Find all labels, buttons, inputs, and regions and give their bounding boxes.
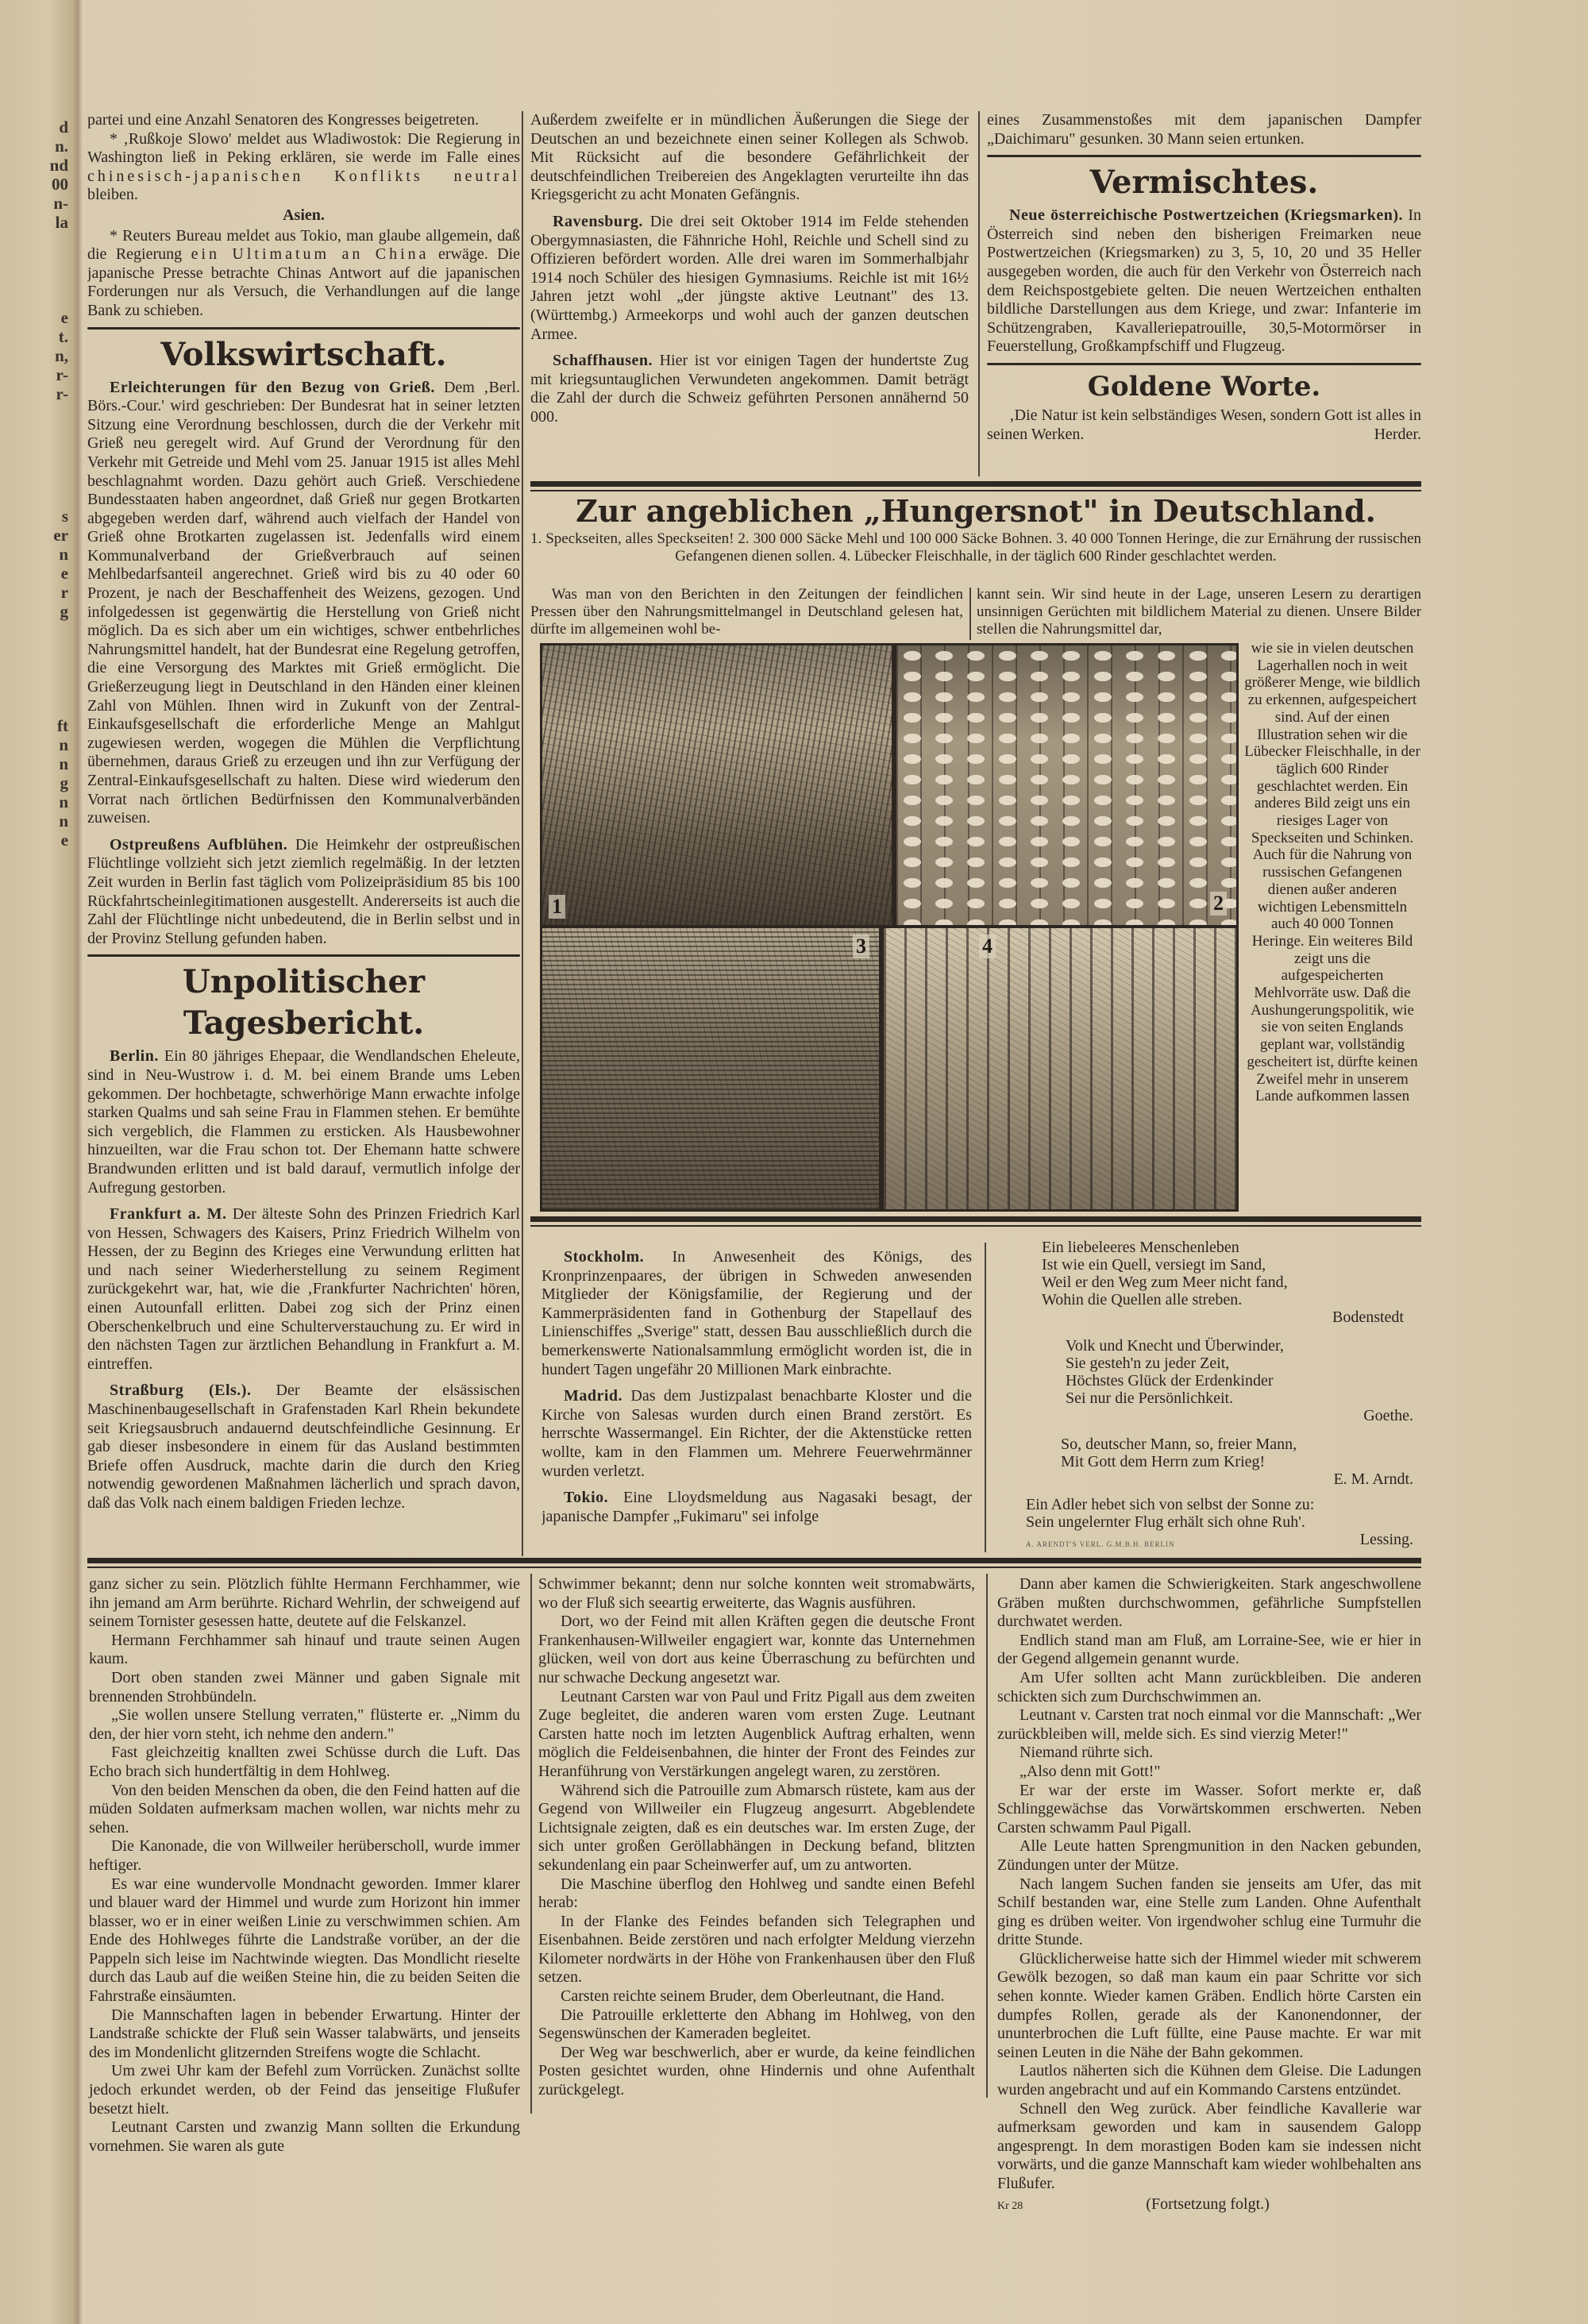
margin-fragment: 00 xyxy=(52,175,68,194)
serial-column-3 xyxy=(997,1575,1421,2215)
article-lead: Madrid. xyxy=(564,1387,623,1405)
paragraph: Schwimmer bekannt; denn nur solche konnten weit stromabwärts, wo der Fluß sich seeartig erweiterte, das Wagnis ausführen. xyxy=(538,1575,975,1612)
section-double-rule xyxy=(87,1558,1421,1563)
article-text: Die drei seit Oktober 1914 im Felde stehenden Obergymnasiasten, die Fähnriche Hohl, Reichle und Schell sind zu Offizieren befördert worden. Alle drei waren im Sommerhalbjahr 1914 noch Schüler des hiesigen Gymnasiums. Reichle ist mit 16½ Jahren jetzt wohl „der jüngste aktive Leutnant" des 13. (Württembg.) Armeekorps und wohl auch der ganzen deutschen Armee. xyxy=(530,212,969,343)
margin-fragment: n xyxy=(59,754,68,773)
poem-arndt xyxy=(1032,1436,1413,1488)
paragraph: Von den beiden Menschen da oben, die den Feind hatten auf die müden Soldaten aufmerksam machen wollen, war nichts mehr zu sehen. xyxy=(89,1781,520,1836)
margin-fragment: n, xyxy=(55,346,68,365)
paragraph-russkoje-slowo xyxy=(87,130,520,205)
poem-author: Bodenstedt xyxy=(1332,1308,1404,1326)
margin-fragment: g xyxy=(60,602,68,621)
article-text: Das dem Justizpalast benachbarte Kloster und die Kirche von Salesas wurden durch einen Brand zerstört. Es herrschte Wassermangel. Ein Richter, der die Aktenstücke retten wollte, kam in den Flammen um. Mehrere Feuerwehrmänner wurden verletzt. xyxy=(542,1387,972,1480)
section-heading-tagesbericht: Unpolitischer Tagesbericht. xyxy=(182,963,426,1043)
poem-bodenstedt xyxy=(1032,1239,1413,1326)
article-stockholm xyxy=(542,1248,972,1379)
paragraph: Außerdem zweifelte er in mündlichen Äußerungen die Siege der Deutschen an und bezeichnete einen seiner Kollegen als Schwob. Mit Rücksicht auf die besondere Gefährlichkeit der deutschfeindlichen Treibereien des Angeklagten verurteilte ihn das Kriegsgericht zu acht Monaten Gefängnis. xyxy=(530,111,969,204)
section-heading-volkswirtschaft: Volkswirtschaft. xyxy=(160,335,447,373)
margin-fragment: r xyxy=(60,583,68,602)
article-lead: Schaffhausen. xyxy=(553,352,653,370)
article-lead: Erleichterungen für den Bezug von Grieß. xyxy=(110,378,435,396)
paragraph-reuters xyxy=(87,227,520,321)
paragraph: Schnell den Weg zurück. Aber feindliche Kavallerie war aufmerksam geworden und kam in sausendem Galopp angesprengt. In dem morastigen Boden kam sie indessen nicht vorwärts, und die ganze Mannschaft kam wieder wohlbehalten ans Flußufer. xyxy=(997,2099,1421,2192)
text: erwäge. Die japanische Presse betrachte Chinas Antwort auf die japanischen Forderungen nur als Versuch, die Verhandlungen auf die lange Bank zu schieben. xyxy=(87,245,520,319)
article-postwertzeichen xyxy=(987,206,1421,357)
text: * Reuters Bureau meldet aus Tokio, man glaube allgemein, daß die Regierung xyxy=(87,226,520,264)
section-heading-vermischtes: Vermischtes. xyxy=(1089,164,1319,202)
section-divider xyxy=(987,363,1421,365)
paragraph: Nach langem Suchen fanden sie jenseits am Ufer, das mit Schilf bestanden war, eine Stelle zum Landen. Ohne Aufenthalt ging es drüben weiter. Von irgendwoher schlug eine Turmuhr die dritte Stunde. xyxy=(997,1875,1421,1949)
poem-line: Sie gesteh'n zu jeder Zeit, xyxy=(1066,1355,1230,1372)
paragraph: Während sich die Patrouille zum Abmarsch rüstete, kam aus der Gegend von Willweiler ein Flugzeug angesurrt. Abgeblendete Lichtsignale zeigten, daß es ein deutsches war. Im ersten Zuge, der sich unter großen Geröllabhängen in Deckung befand, blitzten sekundenlang ein paar Scheinwerfer auf, um zu antworten. xyxy=(538,1781,975,1874)
margin-fragment: s xyxy=(61,507,68,526)
article-lead: Berlin. xyxy=(110,1047,159,1066)
margin-fragment: r- xyxy=(56,384,68,403)
column-divider xyxy=(522,111,523,1556)
article-lead: Stockholm. xyxy=(564,1248,645,1266)
paragraph: Die Mannschaften lagen in bebender Erwartung. Hinter der Landstraße schickte der Fluß sein Wasser talabwärts, und jenseits des im Mondenlicht glitzernden Streifens wogte die Schlacht. xyxy=(89,2006,520,2061)
margin-fragment: d xyxy=(59,118,68,137)
paragraph: Glücklicherweise hatte sich der Himmel wieder mit schwerem Gewölk bezogen, so daß man kaum ein paar Schritte vor sich sehen konnte. Wieder kamen Gräben. Endlich hörte Carsten ein dumpfes Rollen, gerade als der Kanonendonner, der ununterbrochen die Luft füllte, eine Pause machte. Er war mit seinen Leuten in die Nähe der Bahn gekommen. xyxy=(997,1949,1421,2061)
image-number: 1 xyxy=(549,895,565,919)
section-divider xyxy=(987,155,1421,157)
paragraph: Es war eine wundervolle Mondnacht geworden. Immer klarer und blauer ward der Himmel und wurde zum Horizont hin immer blasser, wo er in einer weißen Linie zu verschwimmen schien. Am Ende des Hohlweges führte die Landstraße vorüber, an der die Pappeln sich leise im Nachtwinde wiegten. Das Mondlicht rieselte durch das Laub auf die weißen Steine hin, die zu beiden Seiten die Fahrstraße einsäumten. xyxy=(89,1875,520,2006)
paragraph: Was man von den Berichten in den Zeitungen der feindlichen Pressen über den Nahrungsmittelmangel in Deutschland gelesen hat, dürfte im allgemeinen wohl be- xyxy=(530,586,963,638)
column-divider xyxy=(530,1574,532,2114)
poem-goethe xyxy=(1032,1337,1413,1424)
poem-line: So, deutscher Mann, so, freier Mann, xyxy=(1061,1436,1297,1453)
paragraph: Die Maschine überflog den Hohlweg und sandte einen Befehl herab: xyxy=(538,1875,975,1912)
column-2-top xyxy=(530,111,969,476)
paragraph: partei und eine Anzahl Senatoren des Kongresses beigetreten. xyxy=(87,111,480,129)
poem-author: Lessing. xyxy=(1359,1531,1413,1548)
poem-author: Goethe. xyxy=(1363,1407,1413,1424)
illustration-fleischhalle xyxy=(881,926,1239,1212)
article-lead: Tokio. xyxy=(564,1489,609,1507)
margin-fragment: n xyxy=(59,811,68,831)
illustration-mehlsaecke xyxy=(894,643,1239,927)
paragraph: Alle Leute hatten Sprengmunition in den Nacken gebunden, Zündungen unter der Mütze. xyxy=(997,1837,1421,1874)
article-madrid xyxy=(542,1387,972,1481)
article-text: Dem ‚Berl. Börs.-Cour.' wird geschrieben: Der Bundesrat hat in seiner letzten Sitzung eine Verordnung beschlossen, durch die der Verkehr mit Grieß neu geregelt wird. Auf Grund der Verordnung für den Verkehr mit Getreide und Mehl vom 25. Januar 1915 ist alles Mehl beschlagnahmt worden. Dazu gehört auch Grieß. Verschiedene Bundesstaaten haben angeordnet, daß Grieß nur gegen Brotkarten abgegeben werden darf, während auch vielfach der Handel von Grieß ohne Brotkarten zugelassen ist. Jedenfalls wird einem Kommunalverband der Grießverbrauch auf seinen Mehlbedarfsanteil angerechnet. Grieß wird bis zu 40 oder 60 Prozent, je nach der Beschaffenheit des Weizens, gezogen. Und infolgedessen ist gegenwärtig die Herstellung von Grieß nicht möglich. Da es sich aber um ein wichtiges, schwer entbehrliches Nahrungsmittel handelt, hat der Bundesrat eine Regelung getroffen, die eine Versorgung des Marktes mit Grieß ermöglicht. Die Grießerzeugung liegt in Deutschland in den Händen einer kleinen Zahl von Mühlen. Ihnen wird in Zukunft von der Zentral-Einkaufsgesellschaft die erforderliche Menge an Mahlgut zugewiesen werden, wogegen die Mühlen die Verpflichtung übernehmen, daraus Grieß zu erzeugen und ihn zur Verfügung der Zentral-Einkaufsgesellschaft zu halten. Diese wird wiederum den Vorrat nach örtlichen Bedürfnissen den Kommunalverbänden zuweisen. xyxy=(87,378,520,827)
paragraph: Lautlos näherten sich die Kühnen dem Gleise. Die Ladungen wurden angebracht und auf ein Kommando Carstens entzündet. xyxy=(997,2062,1421,2099)
hungersnot-sidebar-text: wie sie in vielen deutschen Lagerhallen noch in weit größerer Menge, wie bildlich zu erkennen, aufgespeichert sind. Auf der einen Illustration sehen wir die Lübecker Fleischhalle, in der täglich 600 Rinder geschlachtet werden. Ein anderes Bild zeigt uns ein riesiges Lager von Speckseiten und Schinken. Auch für die Nahrung von russischen Gefangenen dienen außer anderen wichtigen Lebensmitteln auch 40 000 Tonnen Heringe. Ein weiteres Bild zeigt uns die aufgespeicherten Mehlvorräte usw. Daß die Aushungerungspolitik, wie sie von seiten Englands geplant war, vollständig gescheitert ist, dürfte keinen Zweifel mehr in unserem Lande aufkommen lassen xyxy=(1244,640,1420,1105)
paragraph: eines Zusammenstoßes mit dem japanischen Dampfer „Daichimaru" gesunken. 30 Mann seien ertunken. xyxy=(987,111,1421,148)
paragraph: Er war der erste im Wasser. Sofort merkte er, daß Schlinggewächse das Vorwärtskommen erschwerten. Neben Carsten schwamm Paul Pigall. xyxy=(997,1781,1421,1836)
article-text: In Anwesenheit des Königs, des Kronprinzenpaares, der übrigen in Schweden anwesenden Mitglieder der Königsfamilie, der Regierung und der Kammerpräsidenten fand in Gothenburg der Stapellauf des Linienschiffes „Sverige" statt, dessen Bau ausschließlich durch die bemerkenswerte Nationalsammlung ermöglicht worden ist, die in hundert Tagen ungefähr 20 Millionen Mark einbrachte. xyxy=(542,1248,972,1378)
poem-line: Mit Gott dem Herrn zum Krieg! xyxy=(1061,1453,1266,1470)
paragraph: Fast gleichzeitig knallten zwei Schüsse durch die Luft. Das Echo brach sich hundertfältig in dem Hohlweg. xyxy=(89,1744,520,1780)
paragraph: Hermann Ferchhammer sah hinauf und traute seinen Augen kaum. xyxy=(89,1631,520,1668)
poem-author-row xyxy=(1026,1531,1413,1548)
margin-fragment: n- xyxy=(53,194,68,213)
margin-fragment: r- xyxy=(56,365,68,384)
article-text: Der Beamte der elsässischen Maschinenbaugesellschaft in Grafenstaden Karl Rhein bekundete seit Kriegsausbruch andauernd deutschfeindliche Gesinnung. Er gab dieser insbesondere in einem für das Ausland bestimmten Briefe offen Ausdruck, machte darin die durch den Krieg notwendig gewordenen Maßnahmen lächerlich und sprach davon, daß das Volk nach einem baldigen Frieden lechze. xyxy=(87,1382,520,1512)
column-divider xyxy=(986,1574,988,2098)
section-heading-goldene-worte: Goldene Worte. xyxy=(1087,370,1321,403)
paragraph: Dort oben standen zwei Männer und gaben Signale mit brennenden Strohbündeln. xyxy=(89,1668,520,1705)
quote xyxy=(987,407,1421,444)
margin-fragment: e xyxy=(60,308,68,327)
poem-line: Sein ungelernter Flug erhält sich ohne Ruh'. xyxy=(1026,1513,1305,1531)
serial-mark: Kr 28 xyxy=(997,2199,1023,2212)
article-griess xyxy=(87,379,520,828)
article-tokio xyxy=(542,1489,972,1526)
serial-column-2 xyxy=(538,1575,975,2100)
article-ravensburg xyxy=(530,213,969,344)
margin-fragment: n xyxy=(59,792,68,811)
serial-footer xyxy=(997,2195,1421,2216)
paragraph: kannt sein. Wir sind heute in der Lage, unseren Lesern zu derartigen unsinnigen Gerüchten mit bildlichem Material zu dienen. Unsere Bilder stellen die Nahrungsmittel dar, xyxy=(977,586,1421,638)
paragraph: Endlich stand man am Fluß, am Lorraine-See, wie er hier in der Gegend allgemein genannt wurde. xyxy=(997,1631,1421,1668)
text: bleiben. xyxy=(87,186,138,204)
image-number: 4 xyxy=(979,935,996,958)
column-divider xyxy=(985,1243,986,1552)
margin-fragment: n. xyxy=(55,137,68,156)
article-text: Die Heimkehr der ostpreußischen Flüchtlinge vollzieht sich jetzt ziemlich regelmäßig. In der letzten Zeit wurden in Berlin fast täglich vom Polizeipräsidium 85 bis 100 Rückfahrtscheinlegitimationen ausgestellt. Andererseits ist auch die Zahl der Flüchtlinge nicht unbedeutend, die in Berlin selbst und in der Provinz Stellung gefunden haben. xyxy=(87,835,520,947)
hungersnot-title: Zur angeblichen „Hungersnot" in Deutschland. xyxy=(576,493,1376,529)
quote-author: Herder. xyxy=(1374,425,1421,443)
section-divider xyxy=(87,954,520,957)
paragraph: Am Ufer sollten acht Mann zurückbleiben. Die anderen schickten sich zum Durchschwimmen an. xyxy=(997,1668,1421,1705)
paragraph: „Sie wollen unsere Stellung verraten," flüsterte er. „Nimm du den, der hier vorn steht, ich nehme den andern." xyxy=(89,1706,520,1743)
serial-column-1 xyxy=(89,1575,520,2156)
poem-line: Ist wie ein Quell, versiegt im Sand, xyxy=(1042,1256,1266,1274)
paragraph: „Also denn mit Gott!" xyxy=(1019,1762,1161,1780)
paragraph: Niemand rührte sich. xyxy=(1019,1744,1154,1762)
article-lead: Straßburg (Els.). xyxy=(110,1382,252,1400)
poem-line: Sei nur die Persönlichkeit. xyxy=(1066,1389,1234,1407)
article-text: In Österreich sind neben den bisherigen Freimarken neue Postwertzeichen (Kriegsmarken) zu 3, 5, 10, 20 und 35 Heller ausgegeben worden, die auch für den Verkehr von Österreich nach dem Reichspostgebiete gelten. Die neuen Wertzeichen enthalten bildliche Darstellungen aus dem Kriege, und zwar: Infanterie im Schützengraben, Kavalleriepatrouille, 30,5-Motormörser in Feuerstellung, Großkampfschiff und Flugzeug. xyxy=(987,206,1421,356)
paragraph: Carsten reichte seinem Bruder, dem Oberleutnant, die Hand. xyxy=(561,1987,945,2006)
spaced-text: ein Ultimatum an China xyxy=(191,245,430,264)
article-lead: Ravensburg. xyxy=(553,212,643,230)
column-2-lower xyxy=(542,1248,972,1554)
margin-fragment: n xyxy=(59,545,68,564)
column-divider xyxy=(969,588,971,640)
illustration-heringe xyxy=(540,926,881,1212)
poems-column xyxy=(1026,1239,1413,1553)
poem-lessing xyxy=(1026,1496,1413,1548)
paragraph: Dann aber kamen die Schwierigkeiten. Stark angeschwollene Gräben mußten durchschwommen, gefährliche Sumpfstellen durchwatet werden. xyxy=(997,1575,1421,1631)
paragraph: Der Weg war beschwerlich, aber er wurde, da keine feindlichen Posten gesichtet wurden, ohne Hindernis und ohne Aufenthalt zurückgelegt. xyxy=(538,2043,975,2099)
margin-fragment: n xyxy=(59,735,68,754)
article-lead: Neue österreichische Postwertzeichen (Kriegsmarken). xyxy=(1009,206,1404,225)
paragraph: Leutnant v. Carsten trat noch einmal vor die Mannschaft: „Wer zurückbleiben will, melde sich. Es sind vierzig Meter!" xyxy=(997,1706,1421,1743)
article-ostpreussen xyxy=(87,836,520,949)
margin-fragment: g xyxy=(60,773,68,792)
paragraph: Die Kanonade, die von Willweiler herüberscholl, wurde immer heftiger. xyxy=(89,1837,520,1874)
hungersnot-intro-left xyxy=(530,586,963,638)
quote-text: ‚Die Natur ist kein selbständiges Wesen, sondern Gott ist alles in seinen Werken. xyxy=(987,406,1421,443)
section-divider xyxy=(87,327,520,330)
margin-fragment: t. xyxy=(58,327,68,346)
article-berlin xyxy=(87,1047,520,1197)
margin-fragment: e xyxy=(60,564,68,583)
section-double-rule xyxy=(530,1216,1421,1222)
article-lead: Frankfurt a. M. xyxy=(110,1205,227,1224)
poem-line: Weil er den Weg zum Meer nicht fand, xyxy=(1042,1274,1288,1291)
margin-fragment: ft xyxy=(57,716,68,735)
text: * ‚Rußkoje Slowo' meldet aus Wladiwostok: Die Regierung in Washington ließ in Peking erklären, sie werde im Falle eines xyxy=(87,129,520,167)
paragraph: Leutnant Carsten und zwanzig Mann sollten die Erkundung vornehmen. Sie waren als gute xyxy=(89,2118,520,2155)
column-divider xyxy=(978,111,980,476)
previous-page-edge xyxy=(5,118,68,850)
margin-fragment: er xyxy=(53,526,68,545)
article-schaffhausen xyxy=(530,352,969,426)
paragraph: Die Patrouille erkletterte den Abhang im Hohlweg, von den Segenswünschen der Kameraden begleitet. xyxy=(538,2006,975,2043)
paragraph: In der Flanke des Feindes befanden sich Telegraphen und Eisenbahnen. Beide zerstören und nach erfolgter Meldung vierzehn Kilometer nordwärts in der Höhe von Frankenhausen über den Fluß setzen. xyxy=(538,1912,975,1987)
spaced-text: chinesisch-japanischen Konflikts neutral xyxy=(87,167,520,185)
article-text: Der älteste Sohn des Prinzen Friedrich Karl von Hessen, Schwagers des Kaisers, Prinz Friedrich Wilhelm von Hessen, der zu Beginn des Krieges eine Verwundung erlitten hat und nach seiner Wiederherstellung zu seinem Regiment zurückgekehrt war, hat, wie die ‚Frankfurter Nachrichten' hören, einen Autounfall erlitten. Dabei zog sich der Prinz einen Oberschenkelbruch und eine Schulterverstauchung zu. Er wird in den nächsten Tagen zur ärztlichen Behandlung in Frankfurt a. M. eintreffen. xyxy=(87,1205,520,1373)
margin-fragment: la xyxy=(55,213,68,232)
article-lead: Ostpreußens Aufblühen. xyxy=(110,835,288,854)
poem-line: Volk und Knecht und Überwinder, xyxy=(1066,1337,1284,1355)
section-rule xyxy=(87,1567,1421,1568)
paragraph: Um zwei Uhr kam der Befehl zum Vorrücken. Zunächst sollte jedoch erkundet werden, ob der Feind das jenseitige Flußufer besetzt hielt. xyxy=(89,2062,520,2118)
poem-author: E. M. Arndt. xyxy=(1333,1470,1413,1488)
margin-fragment: e xyxy=(60,831,68,850)
article-text: Eine Lloydsmeldung aus Nagasaki besagt, der japanische Dampfer „Fukimaru" sei infolge xyxy=(542,1489,972,1525)
column-3-top xyxy=(987,111,1421,478)
section-double-rule xyxy=(530,481,1421,487)
article-strassburg xyxy=(87,1382,520,1513)
subheading-asien: Asien. xyxy=(283,206,325,224)
article-text: Ein 80 jähriges Ehepaar, die Wendlandschen Eheleute, sind in Neu-Wustrow i. d. M. bei einem Brande ums Leben gekommen. Der hochbetagte, schwerhörige Mann erwachte infolge starken Qualms und sah seine Frau in Flammen stehen. Er bemühte sich vergeblich, die Flammen zu ersticken. Als Hausbewohner hinzueilten, war die Frau schon tot. Der Ehemann hatte schwere Brandwunden erlitten und ist bald darauf, vermutlich infolge der Aufregung gestorben. xyxy=(87,1047,520,1197)
to-be-continued: (Fortsetzung folgt.) xyxy=(1146,2195,1270,2213)
image-number: 2 xyxy=(1210,892,1227,915)
column-1 xyxy=(87,111,520,1552)
paragraph: Leutnant Carsten war von Paul und Fritz Pigall aus dem zweiten Zuge begleitet, die anderen waren vom ersten Zuge. Leutnant Carsten hatte noch im letzten Augenblick Auftrag erhalten, wenn möglich die Feldeisenbahnen, die hinter der Front des Feindes zur Heranführung von Verstärkungen angelegt waren, zu zerstören. xyxy=(538,1687,975,1780)
printer-imprint: A. ARENDT'S VERL. G.M.B.H. BERLIN xyxy=(1026,1540,1175,1548)
image-number: 3 xyxy=(853,935,869,958)
margin-fragment: nd xyxy=(49,156,68,175)
paragraph: Dort, wo der Feind mit allen Kräften gegen die deutsche Front Frankenhausen-Willweiler engagiert war, konnte das Unternehmen glücken, weil von dort aus keine Überraschung zu befürchten und nur schwache Deckung angesetzt war. xyxy=(538,1613,975,1686)
illustration-speckseiten xyxy=(540,643,894,927)
paragraph: ganz sicher zu sein. Plötzlich fühlte Hermann Ferchhammer, wie ihn jemand am Arm berührte. Richard Wehrlin, der schweigend auf seinem Tornister gesessen hatte, deutete auf die Felskanzel. xyxy=(89,1575,520,1631)
hungersnot-intro-right xyxy=(977,586,1421,638)
hungersnot-caption: 1. Speckseiten, alles Speckseiten! 2. 300 000 Säcke Mehl und 100 000 Säcke Bohnen. 3. 40 000 Tonnen Heringe, die zur Ernährung der russischen Gefangenen dienen sollen. 4. Lübecker Fleischhalle, in der täglich 600 Rinder geschlachtet werden. xyxy=(530,530,1421,565)
poem-line: Ein liebeleeres Menschenleben xyxy=(1042,1239,1239,1256)
poem-line: Ein Adler hebet sich von selbst der Sonne zu: xyxy=(1026,1496,1315,1513)
poem-line: Höchstes Glück der Erdenkinder xyxy=(1066,1372,1274,1389)
poem-line: Wohin die Quellen alle streben. xyxy=(1042,1291,1243,1308)
article-text: Hier ist vor einigen Tagen der hundertste Zug mit kriegsuntauglichen Verwundeten angekommen. Damit beträgt die Zahl der durch die Schweiz geführten Personen annähernd 50 000. xyxy=(530,352,969,426)
section-rule xyxy=(530,1225,1421,1227)
article-frankfurt xyxy=(87,1205,520,1374)
